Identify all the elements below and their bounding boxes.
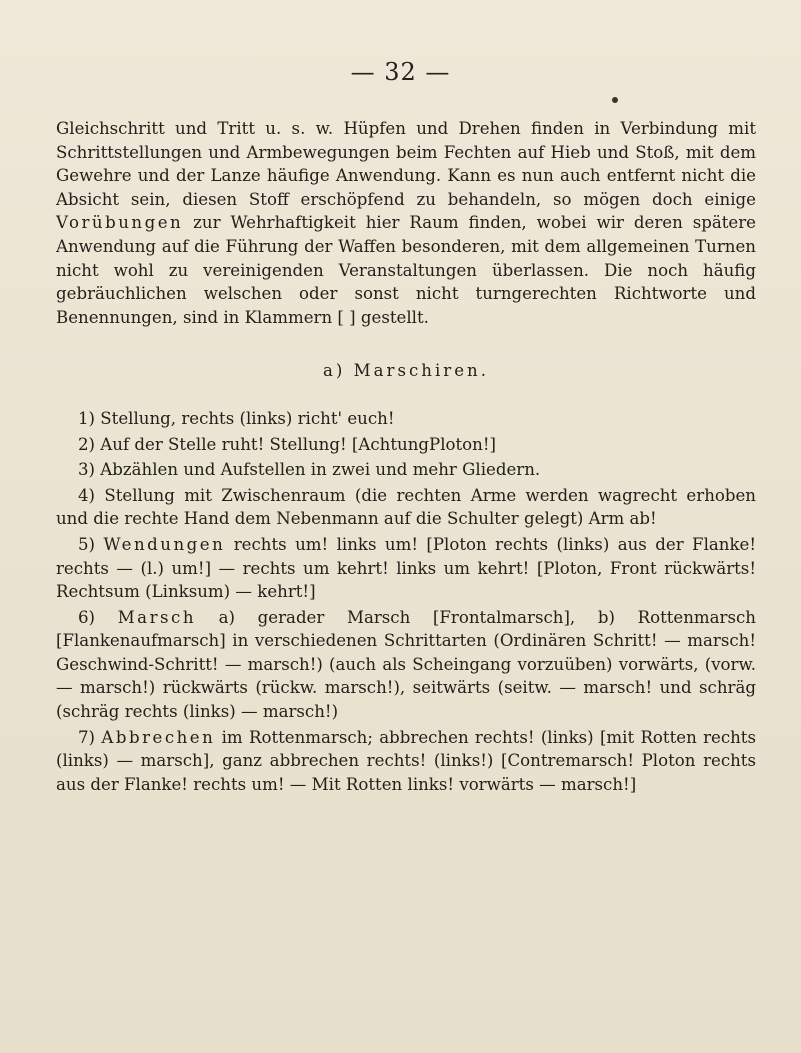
list-item-number: 6)	[78, 607, 118, 627]
list-item-text: rechts um! links um! [Ploton rechts (links) aus der Flanke! rechts — (l.) um!] — rechts um kehrt! links um kehrt! [Ploton, Front rückwärts! Rechtsum (Linksum) — kehrt!]	[56, 534, 756, 602]
list-item-emphasis: Wendungen	[103, 534, 226, 554]
list-item-number: 5)	[78, 534, 104, 554]
list-item-emphasis: Abbrechen	[101, 727, 216, 747]
intro-text: Gleichschritt und Tritt u. s. w. Hüpfen und Drehen finden in Verbindung mit Schrittstellungen und Armbewegungen beim Fechten auf Hieb und Stoß, mit dem Gewehre und der Lanze häufige Anwendung. Kann es nun auch entfernt nicht die Absicht sein, diesen Stoff erschöpfend zu behandeln, so mögen doch einige	[56, 119, 756, 209]
list-item: 1) Stellung, rechts (links) richt' euch!	[78, 408, 395, 428]
list-item-number: 7)	[78, 727, 102, 747]
list-item-text: a) gerader Marsch [Frontalmarsch], b) Rottenmarsch [Flankenaufmarsch] in verschiedenen Schrittarten (Ordinären Schritt! — marsch! Geschwind-Schritt! — marsch!) (auch als Scheingang vorzuüben) vorwärts, (vorw. — marsch!) rückwärts (rückw. marsch!), seitwärts (seitw. — marsch! und schräg (schräg rechts (links) — marsch!)	[56, 607, 756, 722]
list-item	[56, 533, 756, 604]
page-number: — 32 —	[350, 58, 451, 86]
intro-text-end: zur Wehrhaftigkeit hier Raum finden, wobei wir deren spätere Anwendung auf die Führung der Waffen besonderen, mit dem allgemeinen Turnen nicht wohl zu vereinigenden Veranstaltungen überlassen. Die noch häufig gebräuchlichen welschen oder sonst nicht turngerechten Richtworte und Benennungen, sind in Klammern [ ] gestellt.	[56, 213, 756, 327]
list-item: 4) Stellung mit Zwischenraum (die rechten Arme werden wagrecht erhoben und die rechte Hand dem Nebenmann auf die Schulter gelegt) Arm ab!	[56, 485, 756, 529]
list-item	[56, 726, 756, 797]
list-item: 2) Auf der Stelle ruht! Stellung! [AchtungPloton!]	[78, 434, 496, 454]
list-item-text: im Rottenmarsch; abbrechen rechts! (links) [mit Rotten rechts (links) — marsch], ganz abbrechen rechts! (links!) [Contremarsch! Ploton rechts aus der Flanke! rechts um! — Mit Rotten links! vorwärts — marsch!]	[56, 727, 756, 794]
ink-speck	[612, 97, 618, 103]
section-heading: a) Marschiren.	[323, 361, 489, 381]
intro-emphasis: Vorübungen	[56, 213, 184, 233]
list-item: 3) Abzählen und Aufstellen in zwei und mehr Gliedern.	[78, 460, 541, 480]
intro-paragraph	[56, 117, 756, 329]
list-item	[56, 606, 756, 724]
list-item-emphasis: Marsch	[117, 607, 196, 627]
page-body	[56, 117, 756, 796]
